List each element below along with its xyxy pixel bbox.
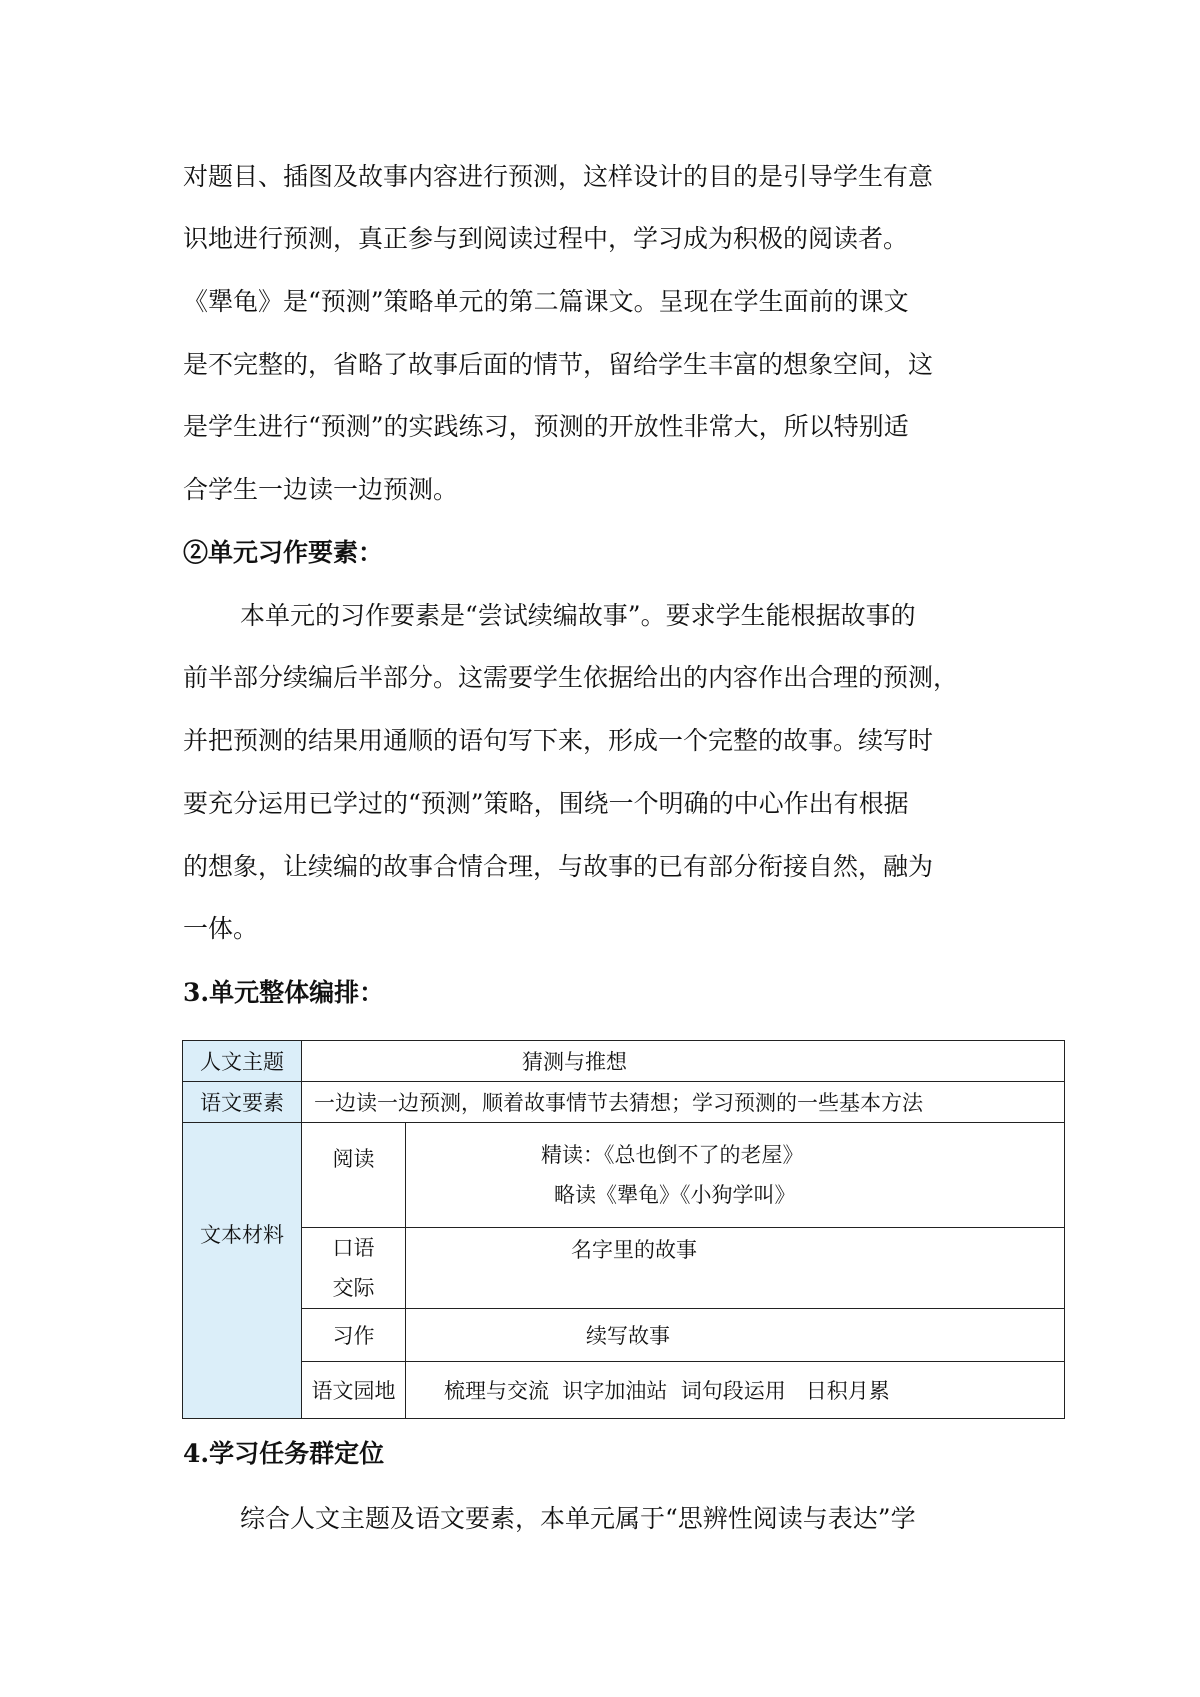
paragraph-line: 《犟龟》是“预测”策略单元的第二篇课文。呈现在学生面前的课文 xyxy=(183,287,909,316)
table-cell: 续写故事 xyxy=(406,1309,1065,1362)
paragraph-line: 是不完整的，省略了故事后面的情节，留给学生丰富的想象空间，这 xyxy=(183,350,934,379)
section-heading: ②单元习作要素： xyxy=(183,538,384,567)
paragraph-line: 识地进行预测，真正参与到阅读过程中，学习成为积极的阅读者。 xyxy=(183,224,909,253)
paragraph-line: 前半部分续编后半部分。这需要学生依据给出的内容作出合理的预测， xyxy=(183,663,959,692)
paragraph-line: 一体。 xyxy=(183,914,259,943)
table-cell-label xyxy=(302,1228,406,1309)
table-header-cell: 语文要素 xyxy=(183,1082,302,1123)
paragraph-line: 并把预测的结果用通顺的语句写下来，形成一个完整的故事。续写时 xyxy=(183,726,934,755)
paragraph-line: 本单元的习作要素是“尝试续编故事”。要求学生能根据故事的 xyxy=(240,601,916,630)
paragraph-line: 综合人文主题及语文要素，本单元属于“思辨性阅读与表达”学 xyxy=(240,1504,916,1533)
oral-label-line1: 口语 xyxy=(332,1236,375,1260)
paragraph-line: 是学生进行“预测”的实践练习，预测的开放性非常大，所以特别适 xyxy=(183,412,909,441)
section-heading: 3.单元整体编排： xyxy=(183,978,385,1007)
table-cell: 一边读一边预测，顺着故事情节去猜想；学习预测的一些基本方法 xyxy=(302,1082,1065,1123)
table-header-cell: 文本材料 xyxy=(183,1123,302,1419)
paragraph-line: 合学生一边读一边预测。 xyxy=(183,475,459,504)
table-cell xyxy=(406,1123,1065,1228)
table-cell: 名字里的故事 xyxy=(406,1228,1065,1309)
table-header-cell: 人文主题 xyxy=(183,1041,302,1082)
paragraph-line: 对题目、插图及故事内容进行预测，这样设计的目的是引导学生有意 xyxy=(183,162,934,191)
table-cell-label: 语文园地 xyxy=(302,1362,406,1419)
section-heading: 4.学习任务群定位 xyxy=(183,1439,385,1468)
table-cell: 猜测与推想 xyxy=(302,1041,1065,1082)
oral-label-line2: 交际 xyxy=(332,1276,375,1300)
paragraph-line: 的想象，让续编的故事合情合理，与故事的已有部分衔接自然，融为 xyxy=(183,852,934,881)
paragraph-line: 要充分运用已学过的“预测”策略，围绕一个明确的中心作出有根据 xyxy=(183,789,909,818)
table-cell-label: 阅读 xyxy=(302,1123,406,1228)
reading-extensive: 略读《犟龟》《小狗学叫》 xyxy=(554,1183,796,1207)
reading-intensive: 精读：《总也倒不了的老屋》 xyxy=(541,1143,804,1167)
unit-arrangement-table xyxy=(182,1040,1064,1420)
table-cell-label: 习作 xyxy=(302,1309,406,1362)
table-cell: 梳理与交流 识字加油站 词句段运用 日积月累 xyxy=(406,1362,1065,1419)
